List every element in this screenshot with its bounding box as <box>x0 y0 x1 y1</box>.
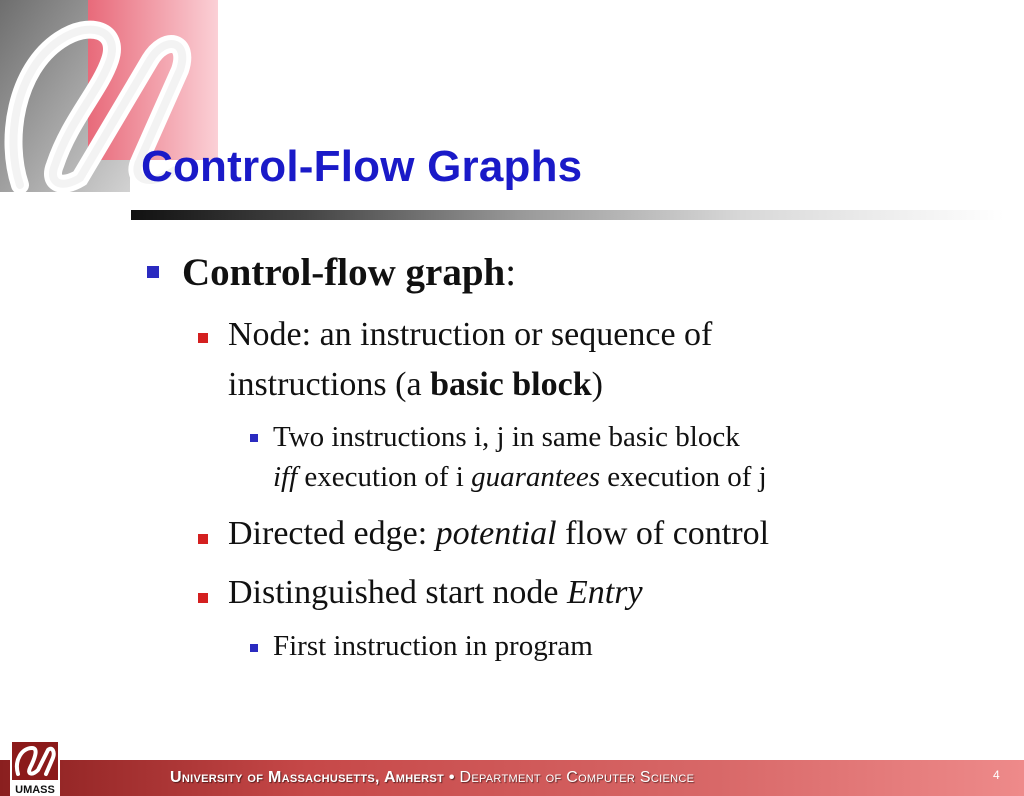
bullet-text: Directed edge: <box>228 515 436 552</box>
bullet-text: Distinguished start node <box>228 574 568 611</box>
bullet-first-instruction <box>273 626 593 666</box>
footer-separator: • <box>448 769 455 786</box>
bullet-directed-edge <box>228 509 769 559</box>
bullet-text: execution of i <box>297 461 472 493</box>
bullet-square-icon <box>250 644 258 652</box>
term-control-flow-graph: Control-flow graph <box>182 251 506 294</box>
bullet-text: Node: an instruction or sequence of <box>228 316 713 353</box>
bullet-two-instructions <box>273 417 767 497</box>
bullet-control-flow-graph <box>182 250 516 295</box>
bullet-node <box>228 310 712 410</box>
term-iff: iff <box>273 461 298 493</box>
bullet-text: instructions (a <box>228 366 431 403</box>
footer-institution <box>170 769 694 787</box>
bullet-text-line2 <box>228 360 712 410</box>
term-guarantees: guarantees <box>471 461 600 493</box>
bullet-text: execution of j <box>600 461 767 493</box>
bullet-text: ) <box>591 366 603 403</box>
slide-title: Control-Flow Graphs <box>141 142 583 191</box>
footer-department: Department of Computer Science <box>459 769 695 786</box>
footer-bar <box>0 760 1024 796</box>
bullet-text: First instruction in program <box>273 630 593 662</box>
bullet-text: flow of control <box>556 515 770 552</box>
bullet-text-line2 <box>273 457 767 497</box>
bullet-square-icon <box>250 434 258 442</box>
bullet-square-icon <box>198 333 208 343</box>
bullet-square-icon <box>147 266 159 278</box>
bullet-text: : <box>505 251 517 294</box>
umass-logo-text: UMASS <box>15 784 55 796</box>
bullet-square-icon <box>198 593 208 603</box>
term-entry: Entry <box>567 574 643 611</box>
term-potential: potential <box>435 515 557 552</box>
bullet-square-icon <box>198 534 208 544</box>
bullet-text: Two instructions i, j in same basic block <box>273 421 740 453</box>
page-number: 4 <box>993 768 1000 782</box>
umass-logo <box>10 740 60 796</box>
bullet-start-node <box>228 568 643 618</box>
term-basic-block: basic block <box>430 366 592 403</box>
footer-university: University of Massachusetts, Amherst <box>170 769 445 786</box>
